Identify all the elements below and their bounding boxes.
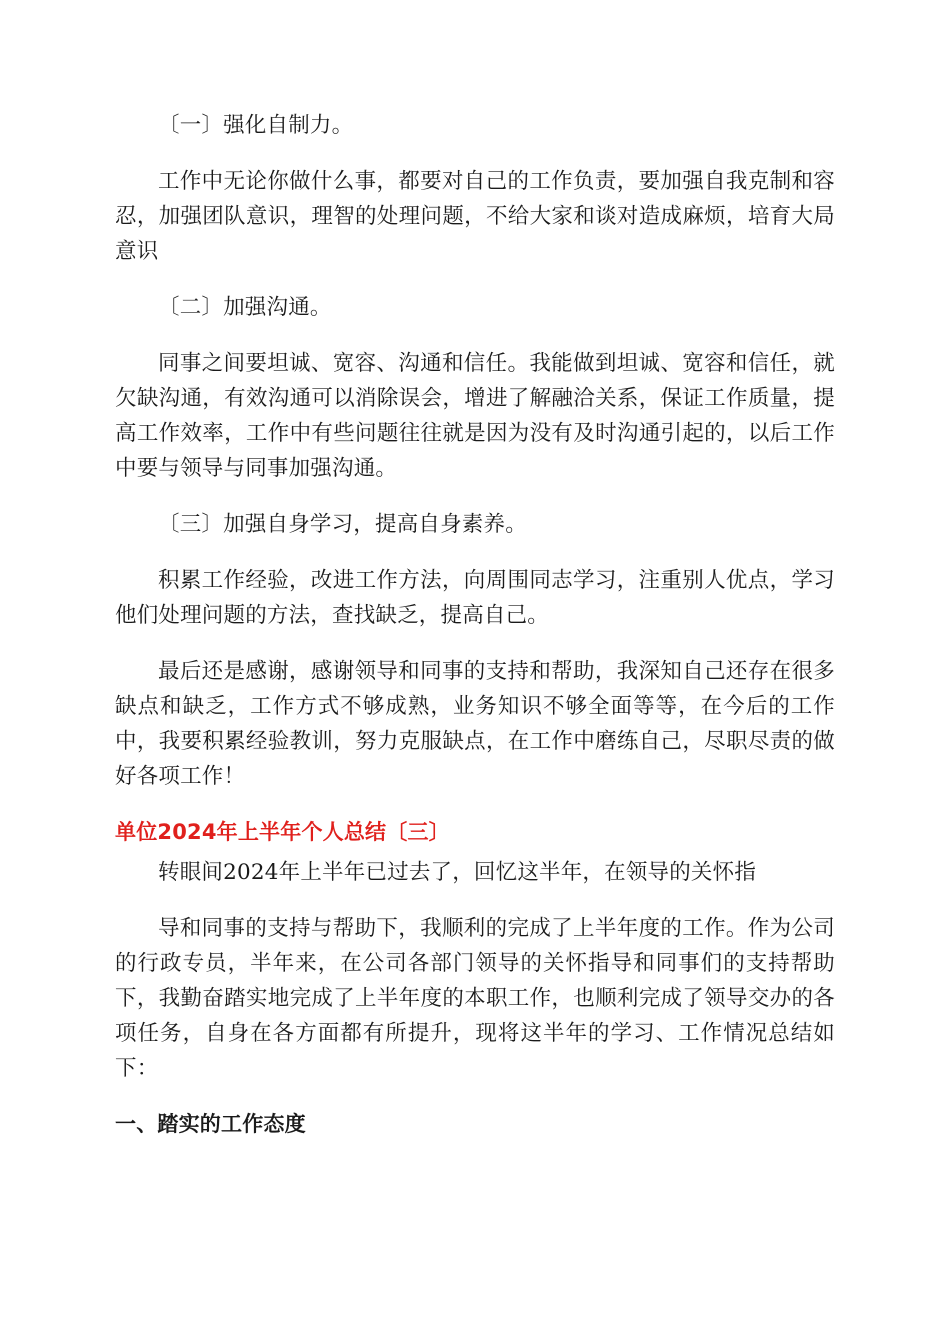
subsection-title-3: 〔三〕加强自身学习，提高自身素养。 bbox=[158, 512, 527, 537]
section-heading-1: 一、踏实的工作态度 bbox=[115, 1112, 306, 1136]
closing-paragraph: 最后还是感谢，感谢领导和同事的支持和帮助，我深知自己还存在很多缺点和缺乏，工作方式不够成熟，业务知识不够全面等等，在今后的工作中，我要积累经验教训，努力克服缺点，在工作中磨练自己，尽职尽责的做好各项工作！ bbox=[115, 659, 835, 789]
document-page bbox=[115, 108, 835, 1141]
article-intro-body: 导和同事的支持与帮助下，我顺利的完成了上半年度的工作。作为公司的行政专员，半年来，在公司各部门领导的关怀指导和同事们的支持帮助下，我勤奋踏实地完成了上半年度的本职工作，也顺利完成了领导交办的各项任务，自身在各方面都有所提升，现将这半年的学习、工作情况总结如下： bbox=[115, 916, 835, 1081]
subsection-body-3: 积累工作经验，改进工作方法，向周围同志学习，注重别人优点，学习他们处理问题的方法，查找缺乏，提高自己。 bbox=[115, 568, 835, 628]
subsection-body-2: 同事之间要坦诚、宽容、沟通和信任。我能做到坦诚、宽容和信任，就欠缺沟通，有效沟通可以消除误会，增进了解融洽关系，保证工作质量，提高工作效率，工作中有些问题往往就是因为没有及时沟通引起的，以后工作中要与领导与同事加强沟通。 bbox=[115, 351, 835, 481]
subsection-title-2: 〔二〕加强沟通。 bbox=[158, 295, 332, 320]
article-title: 单位2024年上半年个人总结〔三〕 bbox=[115, 820, 450, 844]
article-intro-line: 转眼间2024年上半年已过去了，回忆这半年，在领导的关怀指 bbox=[158, 860, 757, 885]
subsection-title-1: 〔一〕强化自制力。 bbox=[158, 113, 354, 138]
subsection-body-1: 工作中无论你做什么事，都要对自己的工作负责，要加强自我克制和容忍，加强团队意识，理智的处理问题，不给大家和谈对造成麻烦，培育大局意识 bbox=[115, 169, 835, 264]
